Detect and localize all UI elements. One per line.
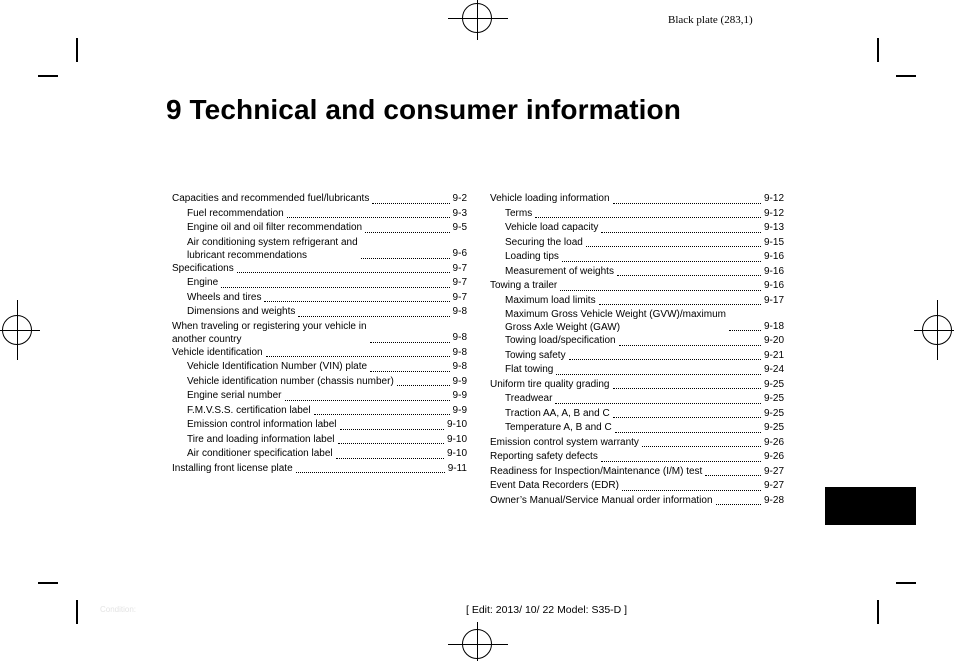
dot-leader <box>569 359 761 360</box>
toc-entry[interactable] <box>490 265 784 280</box>
toc-entry-title: Vehicle loading information <box>490 193 610 204</box>
toc-entry-page: 9-24 <box>763 364 784 375</box>
dot-leader <box>296 472 445 473</box>
toc-entry-title: Wheels and tires <box>187 291 262 303</box>
toc-entry-page: 9-25 <box>763 393 784 404</box>
plate-label: Black plate (283,1) <box>668 14 753 26</box>
toc-entry-title: Fuel recommendation <box>187 207 284 219</box>
toc-entry-page: 9-18 <box>763 320 784 332</box>
toc-entry[interactable] <box>490 494 784 509</box>
dot-leader <box>619 345 761 346</box>
toc-entry-title: Terms <box>505 207 533 219</box>
dot-leader <box>560 290 761 291</box>
toc-entry-page: 9-9 <box>452 375 467 387</box>
toc-entry-page: 9-9 <box>452 404 467 416</box>
toc-entry-title: Dimensions and weights <box>187 306 296 317</box>
toc-entry-page: 9-8 <box>452 306 467 317</box>
toc-entry-title: Maximum load limits <box>505 294 596 306</box>
crop-mark <box>76 38 78 62</box>
toc-entry-title: Vehicle load capacity <box>505 222 599 233</box>
toc-entry-title: Towing a trailer <box>490 280 558 291</box>
dot-leader <box>613 203 761 204</box>
toc-entry[interactable] <box>490 221 784 236</box>
toc-entry-title: When traveling or registering your vehicle in <box>172 320 367 332</box>
dot-leader <box>298 316 449 317</box>
dot-leader <box>562 261 761 262</box>
crop-mark <box>76 600 78 624</box>
toc-entry-title: Towing safety <box>505 349 566 361</box>
toc-entry-title: Treadwear <box>505 393 553 404</box>
toc-entry[interactable] <box>490 392 784 407</box>
toc-entry[interactable] <box>490 308 784 334</box>
toc-entry[interactable] <box>490 421 784 436</box>
toc-entry-title-continued: Gross Axle Weight (GAW) <box>505 322 621 333</box>
toc-entry-page: 9-8 <box>452 332 467 343</box>
dot-leader <box>729 330 761 331</box>
toc-entry[interactable] <box>172 305 467 320</box>
chapter-tab <box>825 487 916 525</box>
toc-entry-page: 9-7 <box>452 262 467 274</box>
toc-entry-title: Engine <box>187 277 219 288</box>
dot-leader <box>599 304 761 305</box>
toc-entry-page: 9-15 <box>763 236 784 248</box>
toc-entry[interactable] <box>490 407 784 422</box>
dot-leader <box>340 429 444 430</box>
toc-entry-page: 9-8 <box>452 361 467 372</box>
toc-entry[interactable] <box>490 349 784 364</box>
toc-entry-title: Engine serial number <box>187 390 282 401</box>
toc-entry-title: Emission control system warranty <box>490 436 639 448</box>
toc-entry-page: 9-25 <box>763 407 784 419</box>
condition-label: Condition: <box>100 605 137 614</box>
toc-entry[interactable] <box>172 433 467 448</box>
toc-entry[interactable] <box>172 404 467 419</box>
toc-entry-page: 9-5 <box>452 222 467 233</box>
dot-leader <box>617 275 761 276</box>
toc-entry-page: 9-2 <box>452 193 467 204</box>
toc-entry[interactable] <box>172 418 467 433</box>
toc-entry[interactable] <box>490 363 784 378</box>
toc-entry-page: 9-6 <box>452 248 467 259</box>
crop-mark <box>38 75 58 77</box>
dot-leader <box>266 356 450 357</box>
toc-entry[interactable] <box>490 192 784 207</box>
dot-leader <box>622 490 761 491</box>
toc-right-column <box>490 192 784 508</box>
toc-entry-title: Engine oil and oil filter recommendation <box>187 222 363 233</box>
toc-entry-title-continued: lubricant recommendations <box>187 249 308 261</box>
dot-leader <box>264 301 449 302</box>
toc-entry-page: 9-25 <box>763 422 784 433</box>
toc-entry-title: Air conditioning system refrigerant and <box>187 236 358 248</box>
toc-entry-title: Traction AA, A, B and C <box>505 407 610 419</box>
toc-entry-title: Securing the load <box>505 236 583 248</box>
dot-leader <box>613 388 761 389</box>
toc-left-column <box>172 192 467 476</box>
dot-leader <box>372 203 449 204</box>
toc-entry-page: 9-20 <box>763 335 784 346</box>
crop-mark <box>896 75 916 77</box>
toc-entry-title: Loading tips <box>505 251 559 262</box>
toc-entry[interactable] <box>172 462 467 477</box>
toc-entry[interactable] <box>172 291 467 306</box>
toc-entry[interactable] <box>172 375 467 390</box>
dot-leader <box>338 443 444 444</box>
toc-entry-page: 9-10 <box>446 448 467 459</box>
toc-entry[interactable] <box>172 262 467 277</box>
toc-entry-page: 9-27 <box>763 480 784 491</box>
dot-leader <box>361 258 450 259</box>
toc-entry-page: 9-12 <box>763 207 784 219</box>
toc-entry[interactable] <box>172 236 467 262</box>
toc-entry[interactable] <box>490 236 784 251</box>
toc-entry-title: Vehicle identification <box>172 346 263 358</box>
toc-entry-title: Temperature A, B and C <box>505 422 612 433</box>
toc-entry[interactable] <box>490 378 784 393</box>
crop-mark <box>896 582 916 584</box>
toc-entry[interactable] <box>172 447 467 462</box>
toc-entry-title: Measurement of weights <box>505 265 614 277</box>
toc-entry[interactable] <box>490 207 784 222</box>
dot-leader <box>586 246 761 247</box>
toc-entry-title: Vehicle Identification Number (VIN) plate <box>187 361 368 372</box>
dot-leader <box>285 400 450 401</box>
dot-leader <box>221 287 449 288</box>
toc-entry-page: 9-21 <box>763 349 784 361</box>
crop-mark <box>877 600 879 624</box>
toc-entry-title: Readiness for Inspection/Maintenance (I/M) test <box>490 465 703 477</box>
chapter-title: 9 Technical and consumer information <box>166 94 681 125</box>
toc-entry-page: 9-9 <box>452 390 467 401</box>
toc-entry-page: 9-16 <box>763 265 784 277</box>
toc-entry-page: 9-28 <box>763 494 784 506</box>
toc-entry-page: 9-26 <box>763 436 784 448</box>
toc-entry-page: 9-17 <box>763 294 784 306</box>
toc-entry-page: 9-25 <box>763 378 784 390</box>
toc-entry-page: 9-7 <box>452 277 467 288</box>
toc-entry[interactable] <box>172 221 467 236</box>
toc-entry[interactable] <box>172 360 467 375</box>
dot-leader <box>555 403 761 404</box>
toc-entry-title: Air conditioner specification label <box>187 448 333 459</box>
crop-mark <box>877 38 879 62</box>
toc-entry-title: Uniform tire quality grading <box>490 378 610 390</box>
toc-entry-page: 9-8 <box>452 346 467 358</box>
dot-leader <box>237 272 450 273</box>
toc-entry[interactable] <box>490 334 784 349</box>
toc-entry-title: Flat towing <box>505 364 554 375</box>
toc-entry-page: 9-26 <box>763 451 784 462</box>
toc-entry-page: 9-27 <box>763 465 784 477</box>
dot-leader <box>705 475 761 476</box>
toc-entry[interactable] <box>172 276 467 291</box>
toc-entry-page: 9-10 <box>446 419 467 430</box>
toc-entry-title: Towing load/specification <box>505 335 616 346</box>
toc-entry[interactable] <box>490 450 784 465</box>
toc-entry[interactable] <box>172 389 467 404</box>
toc-entry-page: 9-16 <box>763 251 784 262</box>
toc-entry-title: F.M.V.S.S. certification label <box>187 404 311 416</box>
toc-entry-page: 9-16 <box>763 280 784 291</box>
toc-entry-title: Vehicle identification number (chassis number) <box>187 375 394 387</box>
toc-entry[interactable] <box>490 279 784 294</box>
toc-entry[interactable] <box>490 250 784 265</box>
toc-entry[interactable] <box>490 294 784 309</box>
dot-leader <box>365 232 449 233</box>
toc-entry-title: Installing front license plate <box>172 462 293 474</box>
toc-entry-page: 9-13 <box>763 222 784 233</box>
dot-leader <box>556 374 761 375</box>
dot-leader <box>716 504 761 505</box>
dot-leader <box>615 432 761 433</box>
dot-leader <box>336 458 444 459</box>
toc-entry-page: 9-10 <box>446 433 467 445</box>
dot-leader <box>613 417 761 418</box>
dot-leader <box>370 342 450 343</box>
dot-leader <box>642 446 761 447</box>
toc-entry-title: Event Data Recorders (EDR) <box>490 480 619 491</box>
toc-entry-title: Emission control information label <box>187 419 337 430</box>
dot-leader <box>314 414 450 415</box>
toc-entry-title-continued: another country <box>172 333 242 345</box>
toc-entry[interactable] <box>172 207 467 222</box>
toc-entry-page: 9-7 <box>452 291 467 303</box>
toc-entry[interactable] <box>490 465 784 480</box>
toc-entry-title: Owner’s Manual/Service Manual order information <box>490 494 713 506</box>
dot-leader <box>535 217 761 218</box>
toc-entry[interactable] <box>172 320 467 346</box>
dot-leader <box>370 371 449 372</box>
toc-entry[interactable] <box>490 436 784 451</box>
toc-entry-page: 9-3 <box>452 207 467 219</box>
toc-entry-title: Capacities and recommended fuel/lubricants <box>172 193 370 204</box>
toc-entry[interactable] <box>172 192 467 207</box>
dot-leader <box>397 385 450 386</box>
dot-leader <box>601 232 761 233</box>
dot-leader <box>287 217 450 218</box>
toc-entry-page: 9-11 <box>447 462 467 474</box>
edit-info: [ Edit: 2013/ 10/ 22 Model: S35-D ] <box>466 604 628 616</box>
crop-mark <box>38 582 58 584</box>
toc-entry-title: Tire and loading information label <box>187 433 335 445</box>
toc-entry-title: Reporting safety defects <box>490 451 598 462</box>
toc-entry[interactable] <box>490 479 784 494</box>
dot-leader <box>601 461 761 462</box>
toc-entry-title: Maximum Gross Vehicle Weight (GVW)/maximum <box>505 309 726 320</box>
toc-entry[interactable] <box>172 346 467 361</box>
toc-entry-page: 9-12 <box>763 193 784 204</box>
toc-entry-title: Specifications <box>172 262 234 274</box>
